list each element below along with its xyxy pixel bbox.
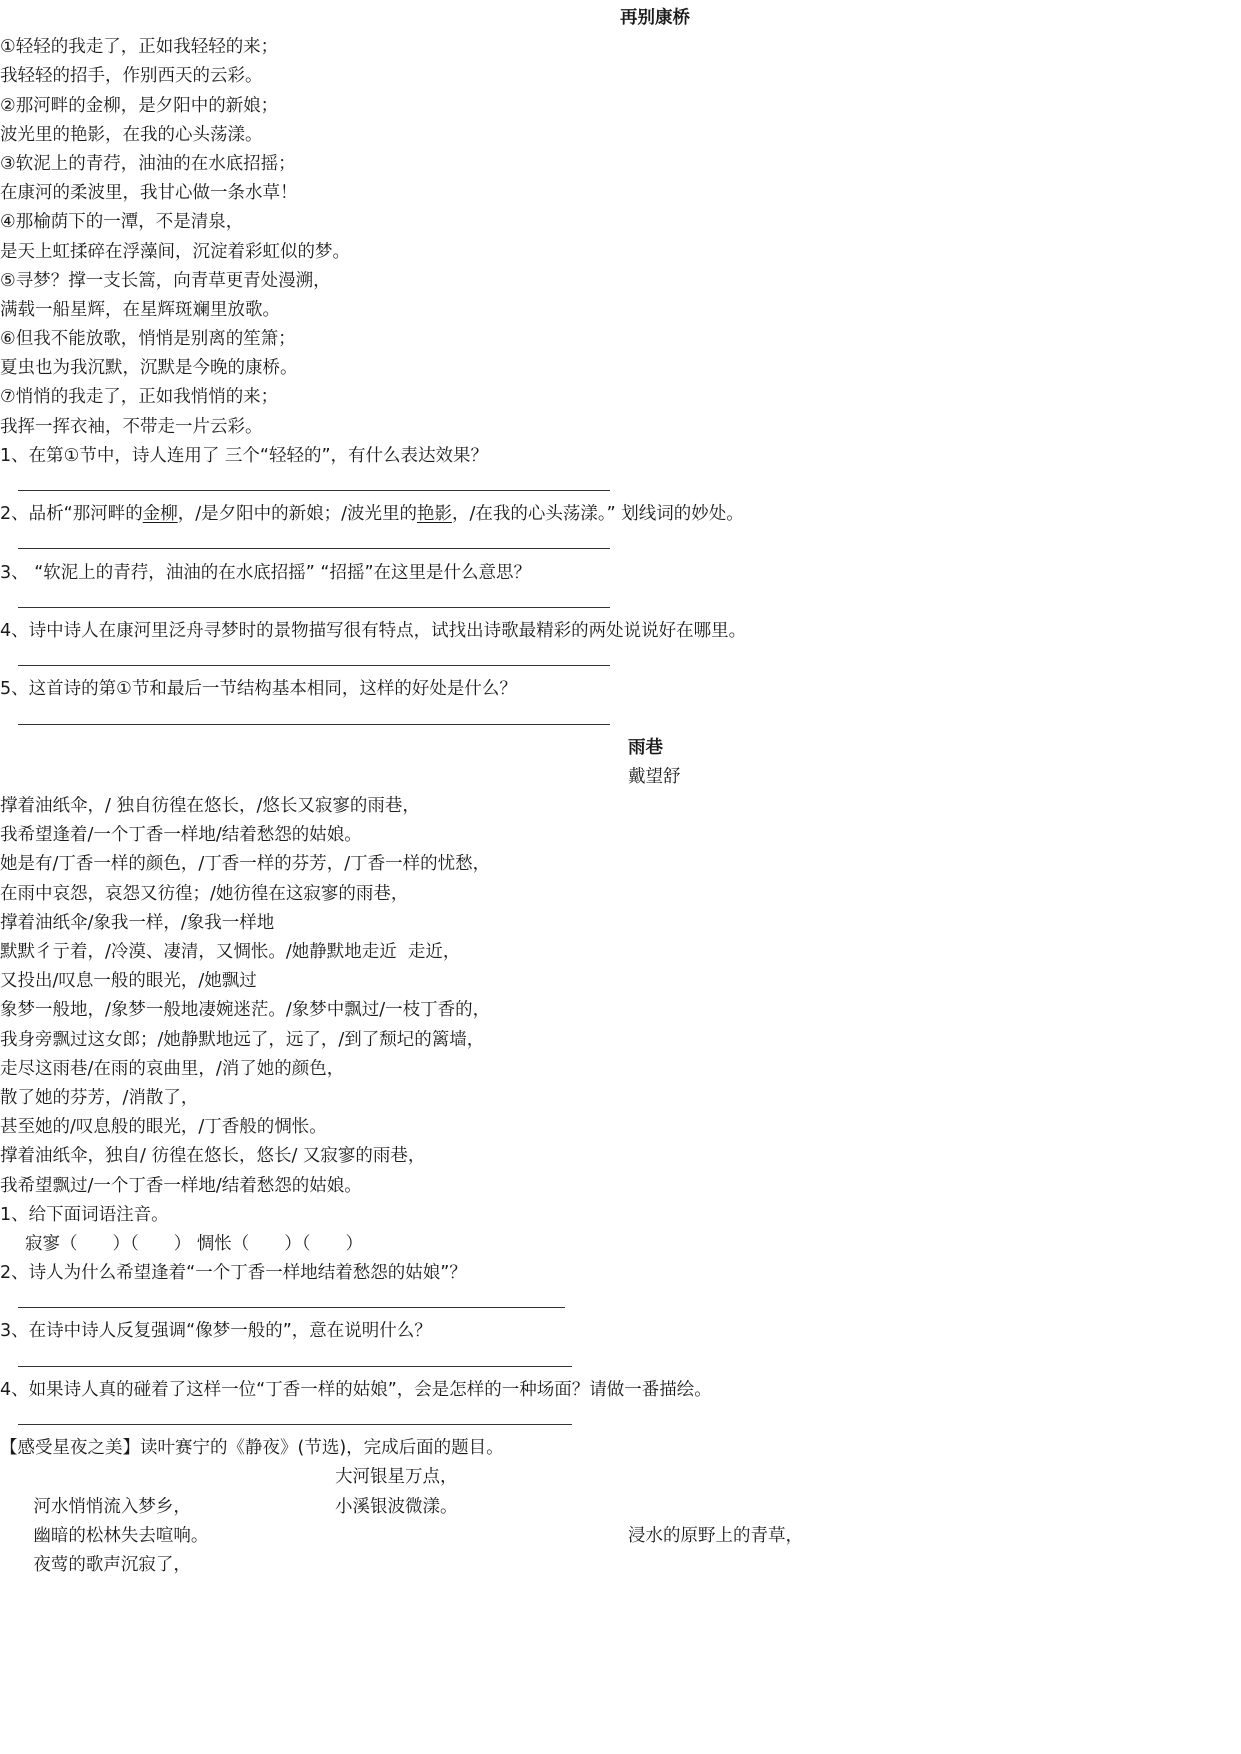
poem1-questions <box>0 442 1241 734</box>
question-2-suffix: ，/在我的心头荡漾。” 划线词的妙处。 <box>452 504 744 525</box>
question-1: 1、给下面词语注音。 <box>0 1204 169 1225</box>
poem-line: 撑着油纸伞，独自/ 彷徨在悠长，悠长/ 又寂寥的雨巷， <box>0 1146 426 1167</box>
question-2-middle: ，/是夕阳中的新娘；/波光里的 <box>177 504 417 525</box>
poem-line: ③软泥上的青荇，油油的在水底招摇； <box>0 153 296 174</box>
poem-line: 撑着油纸伞/象我一样，/象我一样地 <box>0 912 275 933</box>
poem-line: 走尽这雨巷/在雨的哀曲里，/消了她的颜色， <box>0 1058 345 1079</box>
answer-line <box>18 490 610 491</box>
poem2-questions <box>0 1201 1241 1435</box>
answer-line <box>18 1424 572 1425</box>
poem-line: 我希望逢着/一个丁香一样地/结着愁怨的姑娘。 <box>0 825 362 846</box>
poem-line: ⑤寻梦？撑一支长篙，向青草更青处漫溯， <box>0 270 331 291</box>
question-5: 5、这首诗的第①节和最后一节结构基本相同，这样的好处是什么？ <box>0 679 517 700</box>
poem-line: 她是有/丁香一样的颜色，/丁香一样的芬芳，/丁香一样的忧愁， <box>0 854 491 875</box>
poem-line: ②那河畔的金柳，是夕阳中的新娘； <box>0 95 279 116</box>
question-4: 4、诗中诗人在康河里泛舟寻梦时的景物描写很有特点，试找出诗歌最精彩的两处说说好在哪里。 <box>0 620 747 641</box>
question-3: 3、在诗中诗人反复强调“像梦一般的”，意在说明什么？ <box>0 1321 432 1342</box>
answer-blank <box>0 1405 1241 1434</box>
question-3: 3、 “软泥上的青荇，油油的在水底招摇” “招摇”在这里是什么意思？ <box>0 562 532 583</box>
poem-line: 波光里的艳影，在我的心头荡漾。 <box>0 124 263 145</box>
poem-line: ④那榆荫下的一潭，不是清泉， <box>0 212 244 233</box>
answer-blank <box>0 1288 1241 1317</box>
question-2 <box>0 500 1241 529</box>
poem3-right-line: 大河银星万点， <box>335 1467 458 1488</box>
poem3-right-line: 小溪银波微漾。 <box>335 1496 458 1517</box>
question-2: 2、诗人为什么希望逢着“一个丁香一样地结着愁怨的姑娘”？ <box>0 1263 467 1284</box>
answer-line <box>18 1307 565 1308</box>
underlined-word: 艳影 <box>417 504 452 525</box>
poem-line: 我身旁飘过这女郎；/她静默地远了，远了，/到了颓圮的篱墙， <box>0 1029 485 1050</box>
pinyin-blanks: 寂寥（ ）（ ） 惆怅（ ）（ ） <box>25 1233 364 1254</box>
answer-line <box>18 665 610 666</box>
poem-line: 在康河的柔波里，我甘心做一条水草！ <box>0 183 298 204</box>
poem1-title: 再别康桥 <box>620 8 690 28</box>
poem-line: 我轻轻的招手，作别西天的云彩。 <box>0 66 263 87</box>
poem2-body <box>0 792 1241 1201</box>
answer-line <box>18 1366 572 1367</box>
poem-line: ⑥但我不能放歌，悄悄是别离的笙箫； <box>0 329 296 350</box>
poem-line: 在雨中哀怨，哀怨又彷徨；/她彷徨在这寂寥的雨巷， <box>0 883 409 904</box>
poem3-left-line: 幽暗的松林失去喧响。 <box>33 1525 209 1546</box>
poem-line: ⑦悄悄的我走了，正如我悄悄的来； <box>0 387 279 408</box>
poem-line: 夏虫也为我沉默，沉默是今晚的康桥。 <box>0 358 298 379</box>
poem-line: 满载一船星辉，在星辉斑斓里放歌。 <box>0 299 280 320</box>
answer-line <box>18 548 610 549</box>
question-4: 4、如果诗人真的碰着了这样一位“丁香一样的姑娘”，会是怎样的一种场面？请做一番描绘。 <box>0 1379 712 1400</box>
poem-line: 是天上虹揉碎在浮藻间，沉淀着彩虹似的梦。 <box>0 241 350 262</box>
answer-blank <box>0 471 1241 500</box>
poem-line: 默默彳亍着，/冷漠、凄清，又惆怅。/她静默地走近 走近， <box>0 942 461 962</box>
underlined-word: 金柳 <box>142 504 178 525</box>
answer-blank <box>0 705 1241 734</box>
poem-line: ①轻轻的我走了，正如我轻轻的来； <box>0 37 279 58</box>
poem2-author: 戴望舒 <box>628 766 681 787</box>
section3-heading: 【感受星夜之美】读叶赛宁的《静夜》(节选)，完成后面的题目。 <box>0 1438 504 1459</box>
poem3-left-line: 河水悄悄流入梦乡， <box>33 1496 191 1517</box>
question-2-prefix: 2、品析“那河畔的 <box>0 504 143 525</box>
poem-line: 散了她的芬芳，/消散了， <box>0 1087 199 1108</box>
section3 <box>0 1434 1241 1575</box>
answer-blank <box>0 588 1241 617</box>
poem2-title: 雨巷 <box>628 737 663 758</box>
answer-blank <box>0 646 1241 675</box>
poem-line: 象梦一般地，/象梦一般地凄婉迷茫。/象梦中飘过/一枝丁香的， <box>0 1000 491 1021</box>
poem-line: 甚至她的/叹息般的眼光，/丁香般的惆怅。 <box>0 1117 327 1138</box>
poem-line: 撑着油纸伞，/ 独自彷徨在悠长，/悠长又寂寥的雨巷， <box>0 796 420 817</box>
poem3-left-line: 夜莺的歌声沉寂了， <box>33 1554 191 1575</box>
question-1: 1、在第①节中，诗人连用了 三个“轻轻的”，有什么表达效果？ <box>0 445 489 466</box>
poem-line: 我希望飘过/一个丁香一样地/结着愁怨的姑娘。 <box>0 1175 362 1196</box>
poem3-row <box>0 1522 1241 1575</box>
poem-line: 我挥一挥衣袖，不带走一片云彩。 <box>0 416 263 437</box>
poem3-right-line: 浸水的原野上的青草， <box>628 1525 803 1546</box>
answer-blank <box>0 529 1241 558</box>
answer-line <box>18 724 610 725</box>
answer-line <box>18 607 610 608</box>
poem1-body <box>0 33 1241 442</box>
poem-line: 又投出/叹息一般的眼光，/她飘过 <box>0 971 257 992</box>
answer-blank <box>0 1347 1241 1376</box>
